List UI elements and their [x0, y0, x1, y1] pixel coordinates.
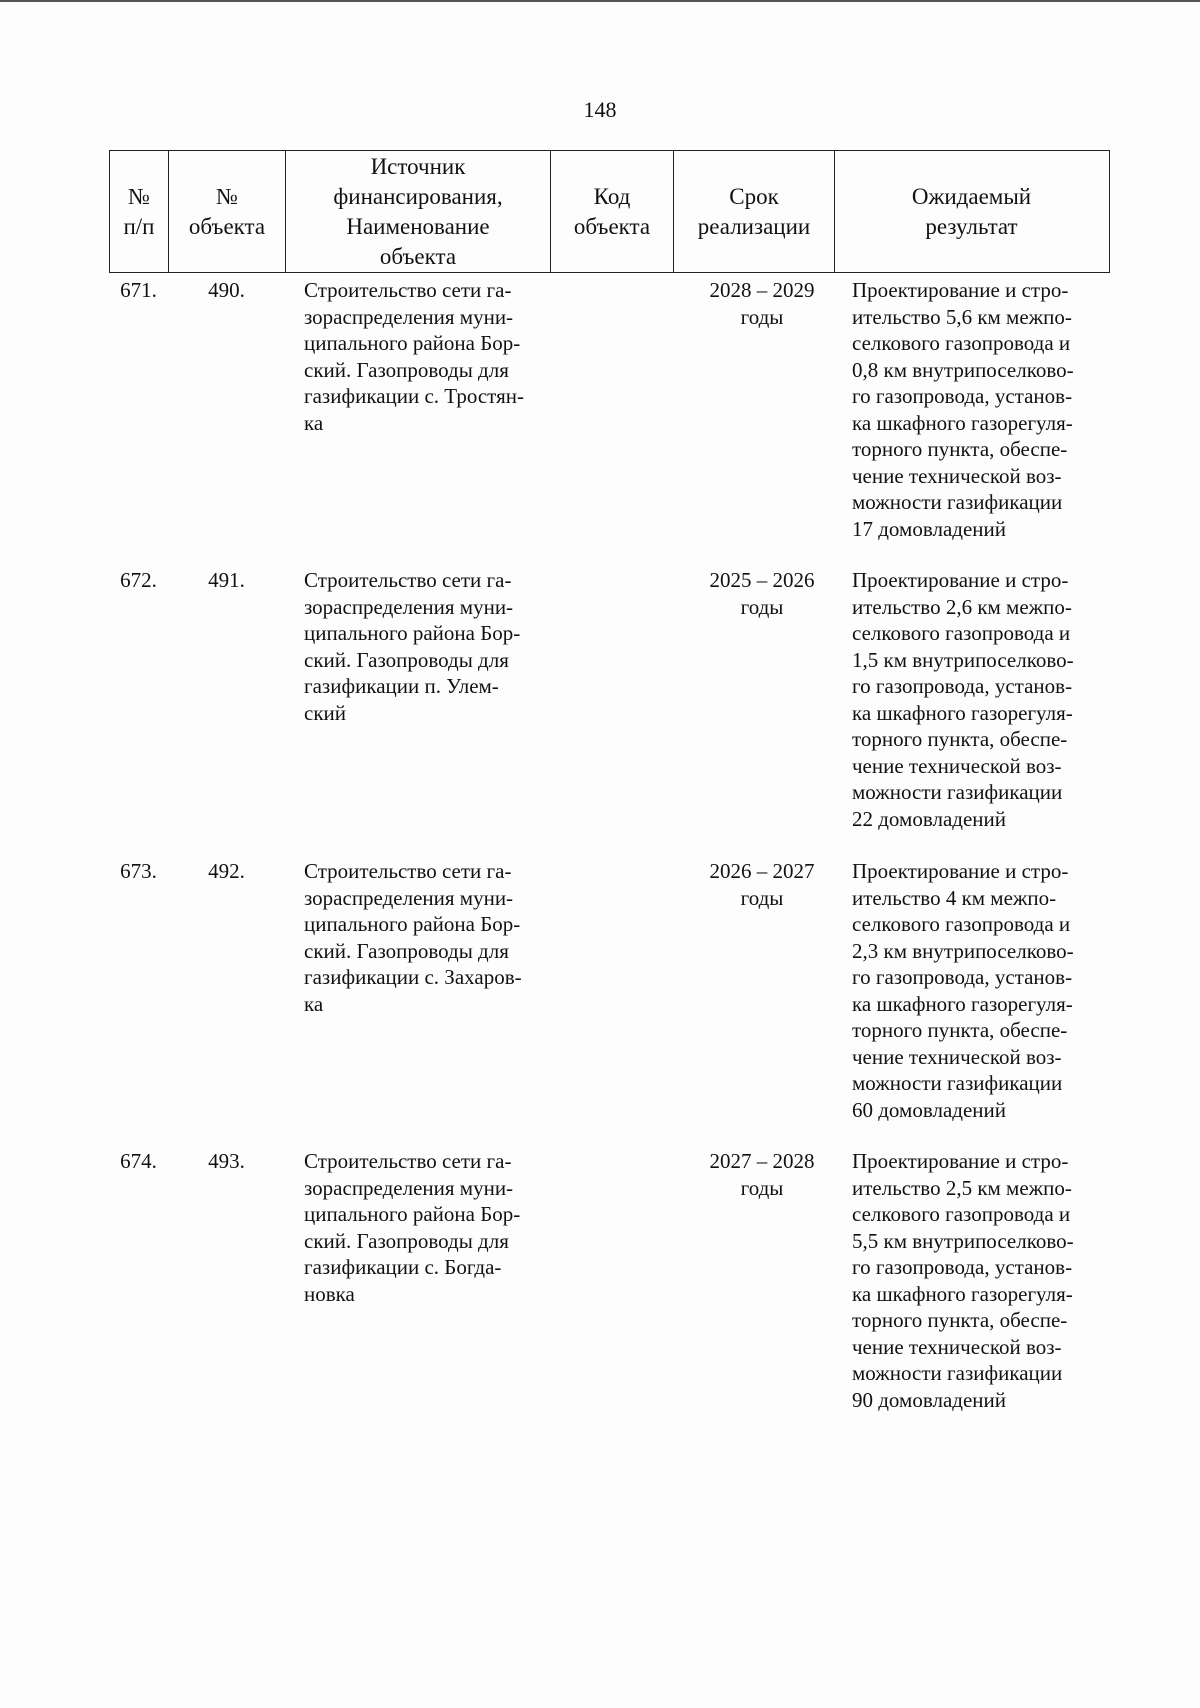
- expected-result-line: Проектирование и стро-: [852, 568, 1069, 592]
- source-name-line: зораспределения муни-: [304, 1175, 514, 1200]
- expected-result-line: селкового газопровода и: [852, 331, 1071, 355]
- source-name-line: ка: [304, 991, 324, 1016]
- expected-result-line: Проектирование и стро-: [852, 859, 1069, 883]
- expected-result-line: го газопровода, установ-: [852, 1255, 1073, 1279]
- expected-result-line: торного пункта, обеспе-: [852, 1018, 1068, 1042]
- source-name-line: газификации с. Тростян-: [304, 384, 524, 408]
- table-header: [109, 150, 1110, 273]
- source-name-line: ский. Газопроводы для: [304, 938, 509, 963]
- expected-result-line: можности газификации: [852, 1071, 1063, 1095]
- expected-result-line: 0,8 км внутрипоселково-: [852, 357, 1074, 382]
- expected-result-line: ительство 2,6 км межпо-: [852, 594, 1072, 619]
- expected-result-line: 22 домовладений: [852, 806, 1006, 831]
- term: [683, 567, 841, 620]
- header-label: Срок реализации: [697, 183, 811, 239]
- term-line: годы: [740, 594, 784, 619]
- header-label: № п/п: [123, 183, 155, 239]
- expected-result-line: ка шкафного газорегуля-: [852, 410, 1073, 435]
- term-line: годы: [740, 1175, 784, 1200]
- source-name: [304, 858, 544, 1017]
- expected-result-line: ительство 5,6 км межпо-: [852, 304, 1072, 329]
- expected-result-line: чение технической воз-: [852, 1044, 1062, 1069]
- expected-result: [852, 1148, 1107, 1413]
- expected-result-line: го газопровода, установ-: [852, 674, 1073, 698]
- term-line: годы: [740, 885, 784, 910]
- object-number: 492.: [208, 859, 245, 883]
- source-name: [304, 1148, 544, 1307]
- header-cell-source: [286, 151, 551, 272]
- object-number: 490.: [208, 278, 245, 302]
- source-name-line: ципального района Бор-: [304, 912, 521, 936]
- row-number: 671.: [120, 278, 157, 302]
- expected-result-line: торного пункта, обеспе-: [852, 437, 1068, 461]
- expected-result-line: ка шкафного газорегуля-: [852, 1281, 1073, 1306]
- expected-result-line: 17 домовладений: [852, 516, 1006, 541]
- expected-result-line: селкового газопровода и: [852, 1202, 1071, 1226]
- source-name-line: газификации п. Улем-: [304, 674, 499, 698]
- source-name-line: ский. Газопроводы для: [304, 357, 509, 382]
- source-name: [304, 277, 544, 436]
- expected-result-line: селкового газопровода и: [852, 621, 1071, 645]
- source-name-line: ский: [304, 700, 346, 725]
- expected-result-line: 90 домовладений: [852, 1387, 1006, 1412]
- header-cell-result: [835, 151, 1108, 272]
- source-name-line: Строительство сети га-: [304, 568, 512, 592]
- header-cell-term: [674, 151, 835, 272]
- expected-result-line: 60 домовладений: [852, 1097, 1006, 1122]
- source-name-line: зораспределения муни-: [304, 594, 514, 619]
- term: [683, 858, 841, 911]
- expected-result-line: можности газификации: [852, 1361, 1063, 1385]
- row-number: 674.: [120, 1149, 157, 1173]
- header-label: Код объекта: [573, 183, 651, 239]
- source-name-line: ципального района Бор-: [304, 331, 521, 355]
- row-number: 673.: [120, 859, 157, 883]
- top-rule: [0, 0, 1200, 2]
- term-line: 2028 – 2029: [709, 278, 815, 302]
- header-label: Ожидаемый результат: [911, 183, 1032, 239]
- expected-result-line: Проектирование и стро-: [852, 1149, 1069, 1173]
- source-name-line: ципального района Бор-: [304, 621, 521, 645]
- expected-result-line: 5,5 км внутрипоселково-: [852, 1228, 1074, 1253]
- expected-result-line: чение технической воз-: [852, 753, 1062, 778]
- header-cell-object-number: [169, 151, 286, 272]
- expected-result-line: торного пункта, обеспе-: [852, 727, 1068, 751]
- expected-result-line: ка шкафного газорегуля-: [852, 700, 1073, 725]
- object-number: 493.: [208, 1149, 245, 1173]
- expected-result-line: Проектирование и стро-: [852, 278, 1069, 302]
- expected-result-line: можности газификации: [852, 780, 1063, 804]
- expected-result: [852, 277, 1107, 542]
- object-number: 491.: [208, 568, 245, 592]
- source-name-line: газификации с. Захаров-: [304, 965, 522, 989]
- header-cell-row-number: [110, 151, 169, 272]
- expected-result-line: селкового газопровода и: [852, 912, 1071, 936]
- term: [683, 1148, 841, 1201]
- source-name-line: зораспределения муни-: [304, 304, 514, 329]
- term-line: 2026 – 2027: [709, 859, 815, 883]
- header-label: № объекта: [188, 183, 266, 239]
- source-name-line: Строительство сети га-: [304, 859, 512, 883]
- expected-result-line: го газопровода, установ-: [852, 384, 1073, 408]
- source-name-line: ка: [304, 410, 324, 435]
- term-line: 2025 – 2026: [709, 568, 815, 592]
- expected-result-line: ка шкафного газорегуля-: [852, 991, 1073, 1016]
- row-number: 672.: [120, 568, 157, 592]
- term: [683, 277, 841, 330]
- source-name: [304, 567, 544, 726]
- expected-result-line: торного пункта, обеспе-: [852, 1308, 1068, 1332]
- header-label: Источник финансирования, Наименование объекта: [333, 153, 503, 269]
- expected-result: [852, 858, 1107, 1123]
- expected-result-line: 2,3 км внутрипоселково-: [852, 938, 1074, 963]
- expected-result-line: го газопровода, установ-: [852, 965, 1073, 989]
- expected-result: [852, 567, 1107, 832]
- expected-result-line: чение технической воз-: [852, 463, 1062, 488]
- source-name-line: Строительство сети га-: [304, 278, 512, 302]
- expected-result-line: 1,5 км внутрипоселково-: [852, 647, 1074, 672]
- source-name-line: газификации с. Богда-: [304, 1255, 502, 1279]
- expected-result-line: ительство 4 км межпо-: [852, 885, 1057, 910]
- source-name-line: ципального района Бор-: [304, 1202, 521, 1226]
- term-line: 2027 – 2028: [709, 1149, 815, 1173]
- header-cell-object-code: [551, 151, 674, 272]
- page-number: 148: [583, 97, 617, 122]
- source-name-line: ский. Газопроводы для: [304, 1228, 509, 1253]
- source-name-line: ский. Газопроводы для: [304, 647, 509, 672]
- source-name-line: новка: [304, 1281, 355, 1306]
- term-line: годы: [740, 304, 784, 329]
- expected-result-line: можности газификации: [852, 490, 1063, 514]
- source-name-line: зораспределения муни-: [304, 885, 514, 910]
- expected-result-line: ительство 2,5 км межпо-: [852, 1175, 1072, 1200]
- source-name-line: Строительство сети га-: [304, 1149, 512, 1173]
- expected-result-line: чение технической воз-: [852, 1334, 1062, 1359]
